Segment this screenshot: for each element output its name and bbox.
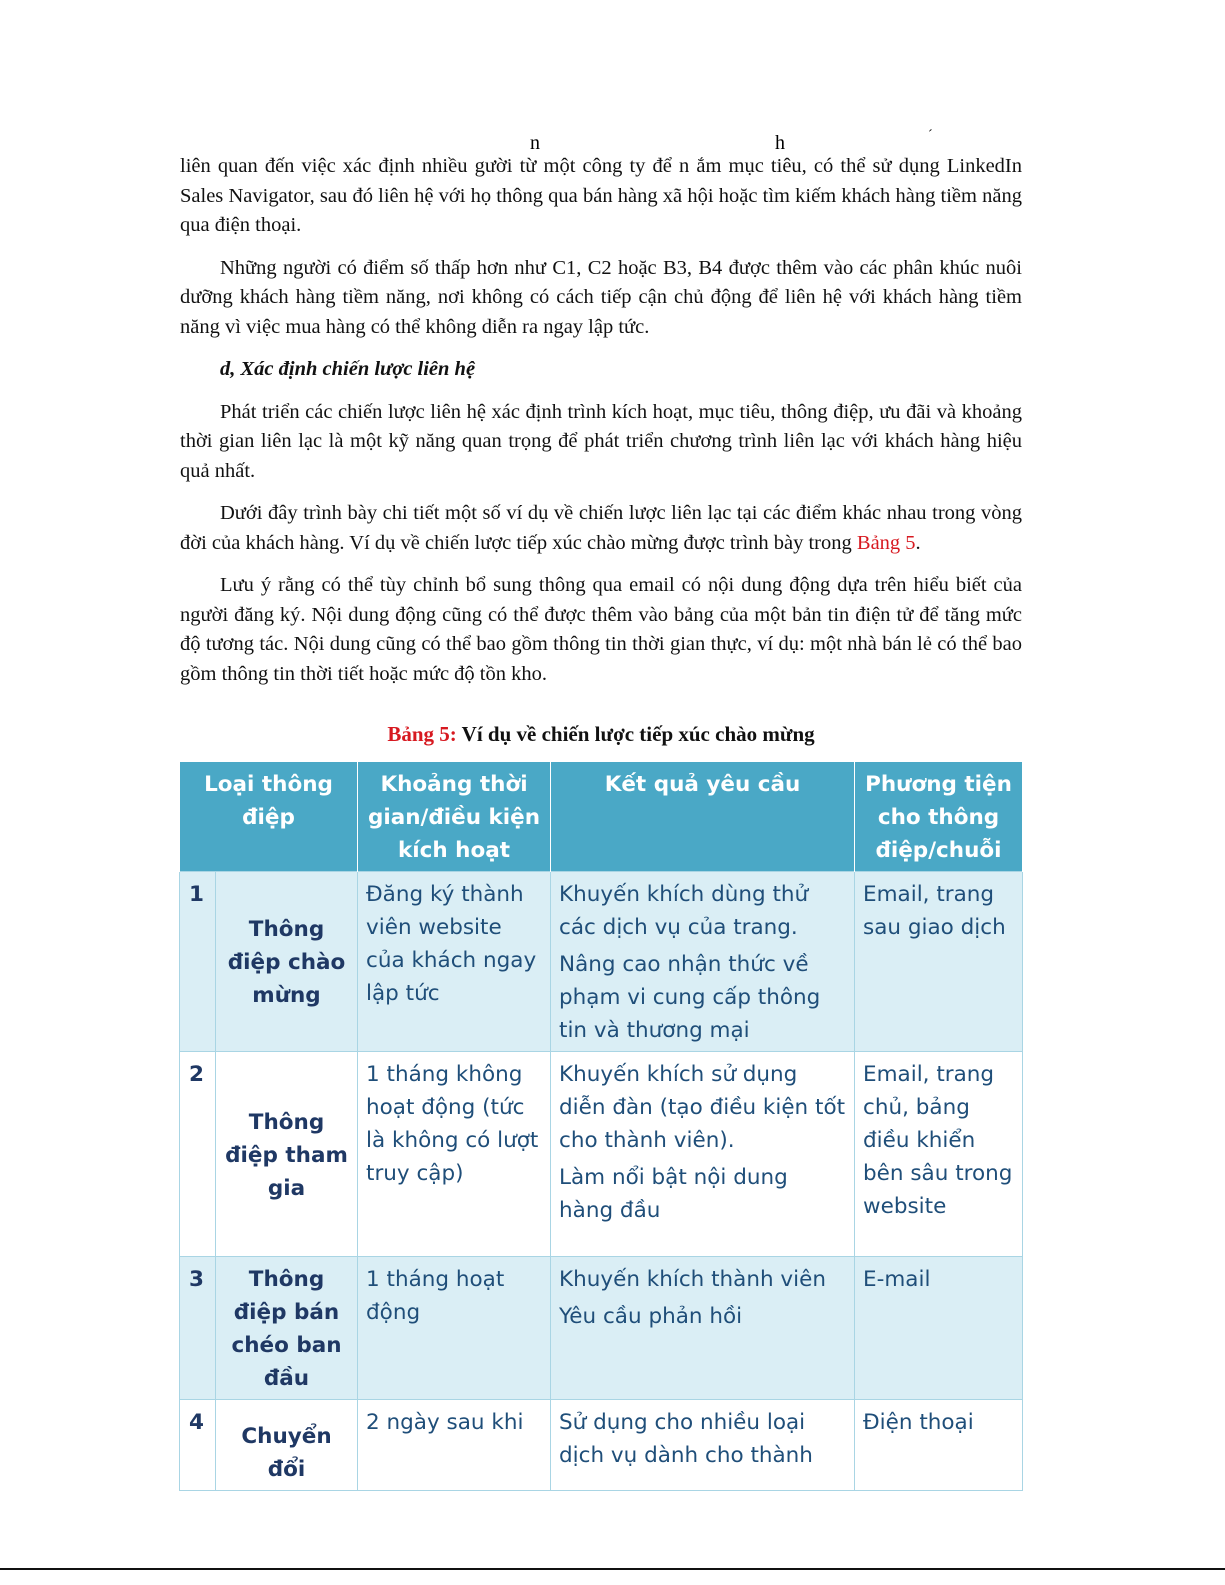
paragraph-examples-end: . [915,531,921,554]
stray-mark-accent: ´ [928,128,933,143]
table-row [180,872,1023,1052]
paragraph-examples-text: Dưới đây trình bày chi tiết một số ví dụ về chiến lược liên lạc tại các điểm khác nhau trong vòng đời của khách hàng. Ví dụ về chiến lược tiếp xúc chào mừng được trình bày trong [180,502,1022,554]
results-cell [551,1400,855,1491]
result-line: Làm nổi bật nội dung hàng đầu [559,1165,788,1223]
header-message-type: Loại thông điệp [180,762,358,872]
table-reference-link[interactable]: Bảng 5 [856,531,916,554]
paragraph-examples [180,499,1022,558]
table-row [180,1052,1023,1257]
row-number: 3 [180,1257,216,1400]
media-cell: Email, trang chủ, bảng điều khiển bên sâu trong website [855,1052,1023,1257]
paragraph-strategy: Phát triển các chiến lược liên hệ xác định trình kích hoạt, mục tiêu, thông điệp, ưu đãi và khoảng thời gian liên lạc là một kỹ năng quan trọng để phát triển chương trình liên lạc với khách hàng hiệu quả nhất. [180,400,1022,482]
table-caption [180,722,1022,747]
body-text [180,152,1022,702]
result-line: Khuyến khích sử dụng diễn đàn (tạo điều kiện tốt cho thành viên). [559,1062,846,1153]
result-line: Khuyến khích thành viên [559,1267,826,1292]
result-line: Khuyến khích dùng thử các dịch vụ của trang. [559,882,809,940]
result-line: Yêu cầu phản hồi [559,1304,743,1329]
paragraph-low-score: Những người có điểm số thấp hơn như C1, C2 hoặc B3, B4 được thêm vào các phân khúc nuôi dưỡng khách hàng tiềm năng, nơi không có cách tiếp cận chủ động để liên hệ với khách hàng tiềm năng vì việc mua hàng có thể không diễn ra ngay lập tức. [180,256,1022,338]
media-cell: Email, trang sau giao dịch [855,872,1023,1052]
strategy-table [179,762,1023,1491]
results-cell [551,872,855,1052]
message-type-cell: Chuyển đổi [216,1400,358,1491]
trigger-cell: 1 tháng hoạt động [358,1257,551,1400]
media-cell: Điện thoại [855,1400,1023,1491]
table-row [180,1257,1023,1400]
stray-mark-h: h [775,132,785,154]
results-cell [551,1257,855,1400]
paragraph-dynamic-content: Lưu ý rằng có thể tùy chỉnh bổ sung thông qua email có nội dung động dựa trên hiểu biết của người đăng ký. Nội dung động cũng có thể được thêm vào bảng của một bản tin điện tử để tăng mức độ tương tác. Nội dung cũng có thể bao gồm thông tin thời gian thực, ví dụ: một nhà bán lẻ có thể bao gồm thông tin thời tiết hoặc mức độ tồn kho. [180,574,1022,685]
row-number: 1 [180,872,216,1052]
table-header-row [180,762,1023,872]
result-line: Nâng cao nhận thức về phạm vi cung cấp thông tin và thương mại [559,952,821,1043]
media-cell: E-mail [855,1257,1023,1400]
table-caption-label: Bảng 5: [387,722,457,746]
row-number: 4 [180,1400,216,1491]
result-line: Sử dụng cho nhiều loại dịch vụ dành cho thành [559,1410,813,1468]
header-media: Phương tiện cho thông điệp/chuỗi [855,762,1023,872]
table-row [180,1400,1023,1491]
table-caption-text: Ví dụ về chiến lược tiếp xúc chào mừng [456,722,815,746]
message-type-cell: Thông điệp tham gia [216,1052,358,1257]
header-trigger: Khoảng thời gian/điều kiện kích hoạt [358,762,551,872]
trigger-cell: Đăng ký thành viên website của khách ngay lập tức [358,872,551,1052]
paragraph-continuation: liên quan đến việc xác định nhiều gười từ một công ty để n ắm mục tiêu, có thể sử dụng LinkedIn Sales Navigator, sau đó liên hệ với họ thông qua bán hàng xã hội hoặc tìm kiếm khách hàng tiềm năng qua điện thoại. [180,155,1022,236]
row-number: 2 [180,1052,216,1257]
trigger-cell: 1 tháng không hoạt động (tức là không có lượt truy cập) [358,1052,551,1257]
header-results: Kết quả yêu cầu [551,762,855,872]
results-cell [551,1052,855,1257]
message-type-cell: Thông điệp bán chéo ban đầu [216,1257,358,1400]
section-heading: d, Xác định chiến lược liên hệ [220,358,476,380]
message-type-cell: Thông điệp chào mừng [216,872,358,1052]
trigger-cell: 2 ngày sau khi [358,1400,551,1491]
stray-mark-n: n [530,132,540,154]
page-bottom-rule [0,1568,1225,1570]
